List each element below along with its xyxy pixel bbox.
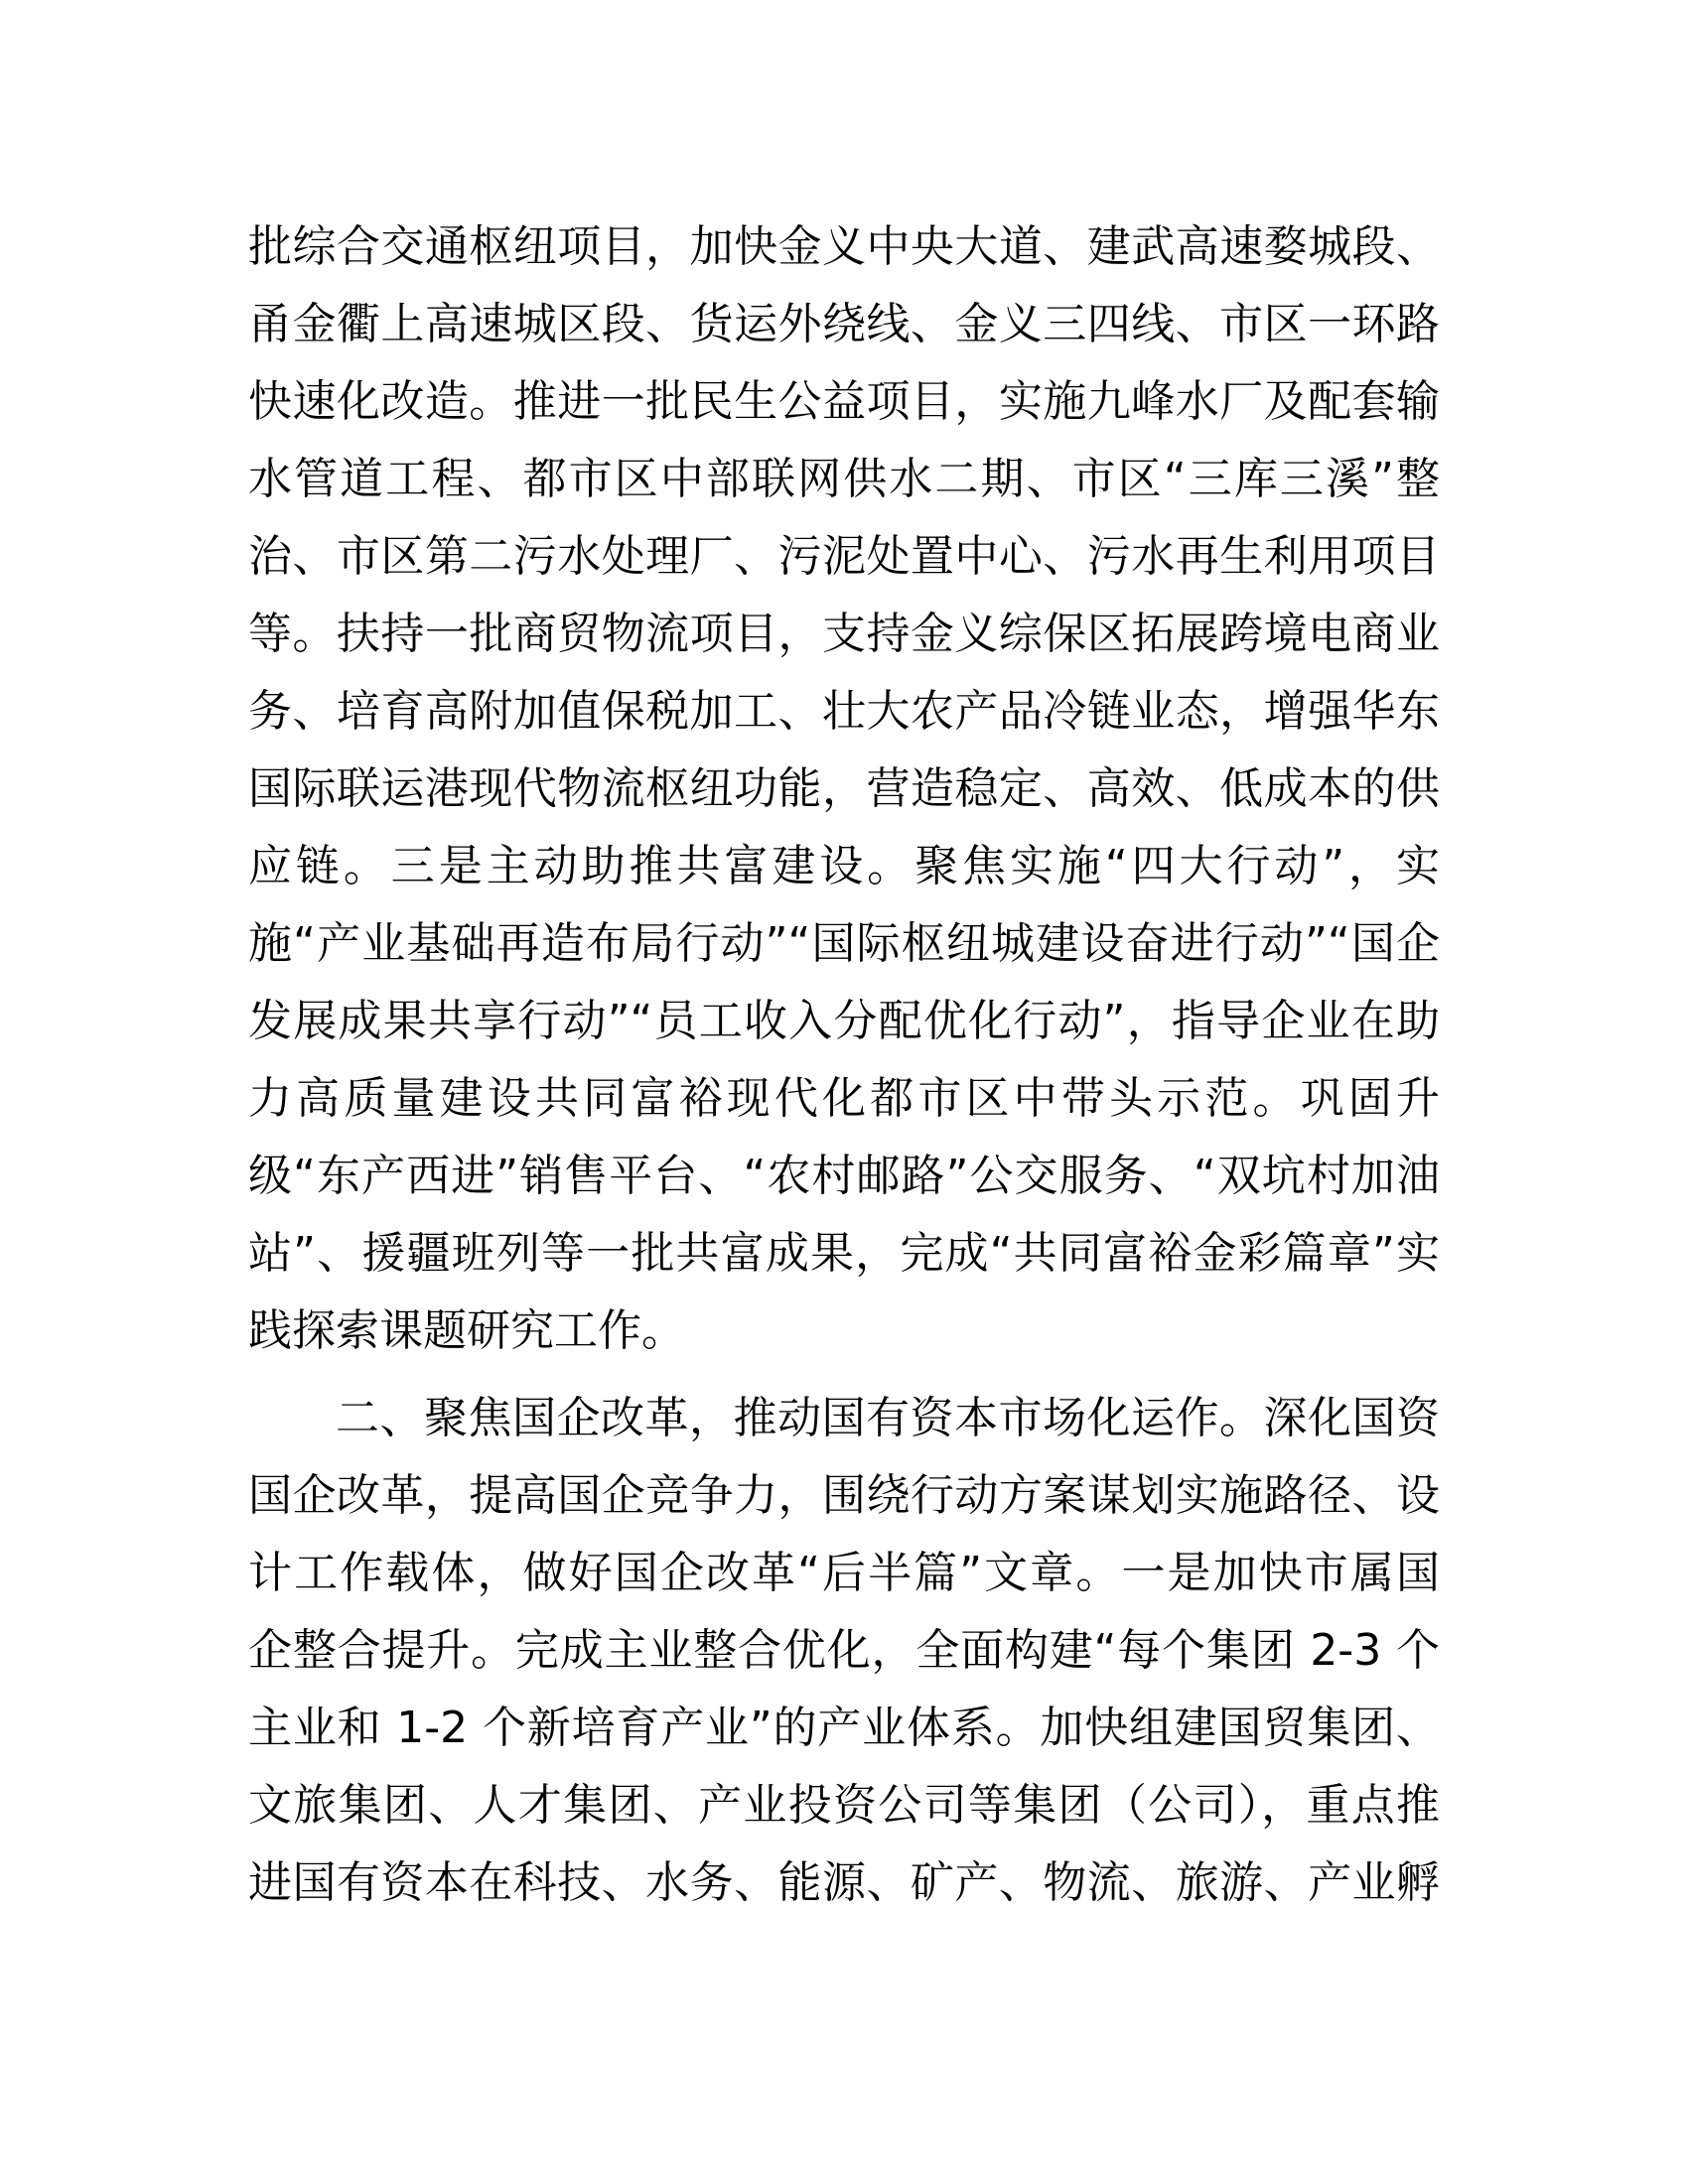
document-body (248, 208, 1440, 1922)
text-line: 务、培育高附加值保税加工、壮大农产品冷链业态，增强华东 (248, 686, 1440, 737)
text-line: 施“产业基础再造布局行动”“国际枢纽城建设奋进行动”“国企 (248, 918, 1440, 969)
text-line: 进国有资本在科技、水务、能源、矿产、物流、旅游、产业孵 (248, 1857, 1440, 1908)
text-line: 批综合交通枢纽项目，加快金义中央大道、建武高速婺城段、 (248, 221, 1440, 272)
text-line: 甬金衢上高速城区段、货运外绕线、金义三四线、市区一环路 (248, 299, 1440, 349)
text-line: 快速化改造。推进一批民生公益项目，实施九峰水厂及配套输 (248, 376, 1440, 427)
paragraph-2 (248, 1380, 1440, 1922)
text-line: 计工作载体，做好国企改革“后半篇”文章。一是加快市属国 (248, 1548, 1440, 1598)
text-line: 发展成果共享行动”“员工收入分配优化行动”，指导企业在助 (248, 996, 1440, 1046)
text-line: 主业和 1-2 个新培育产业”的产业体系。加快组建国贸集团、 (248, 1703, 1440, 1753)
text-line: 文旅集团、人才集团、产业投资公司等集团（公司），重点推 (248, 1780, 1440, 1831)
text-line: 国际联运港现代物流枢纽功能，营造稳定、高效、低成本的供 (248, 763, 1440, 814)
text-line: 二、聚焦国企改革，推动国有资本市场化运作。深化国资 (336, 1393, 1440, 1443)
text-line: 水管道工程、都市区中部联网供水二期、市区“三库三溪”整 (248, 454, 1440, 504)
text-line: 力高质量建设共同富裕现代化都市区中带头示范。巩固升 (248, 1073, 1440, 1124)
paragraph-1 (248, 208, 1440, 1370)
text-line: 等。扶持一批商贸物流项目，支持金义综保区拓展跨境电商业 (248, 609, 1440, 659)
text-line: 企整合提升。完成主业整合优化，全面构建“每个集团 2-3 个 (248, 1625, 1440, 1676)
text-line: 国企改革，提高国企竞争力，围绕行动方案谋划实施路径、设 (248, 1470, 1440, 1521)
text-line: 应链。三是主动助推共富建设。聚焦实施“四大行动”，实 (248, 841, 1440, 891)
text-line: 践探索课题研究工作。 (248, 1305, 685, 1356)
text-line: 站”、援疆班列等一批共富成果，完成“共同富裕金彩篇章”实 (248, 1228, 1440, 1279)
text-line: 治、市区第二污水处理厂、污泥处置中心、污水再生利用项目 (248, 531, 1440, 582)
text-line: 级“东产西进”销售平台、“农村邮路”公交服务、“双坑村加油 (248, 1151, 1440, 1201)
paragraph-spacer (248, 1370, 1440, 1380)
